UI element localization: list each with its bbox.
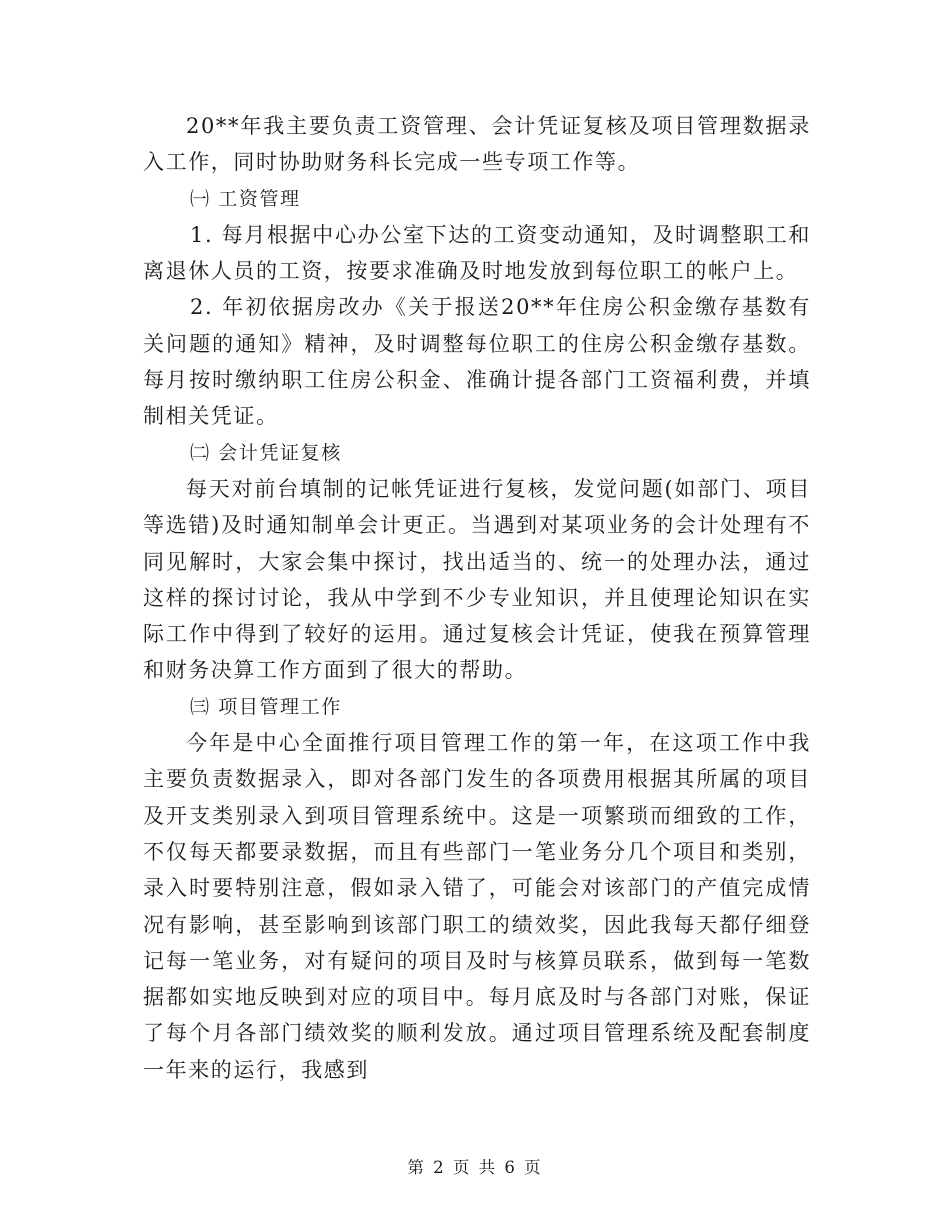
list-item-salary-2: 2. 年初依据房改办《关于报送20**年住房公积金缴存基数有关问题的通知》精神，及时调整每位职工的住房公积金缴存基数。每月按时缴纳职工住房公积金、准确计提各部门工资福利费，并填制相关凭证。 <box>143 295 811 429</box>
list-item-salary-1: 1. 每月根据中心办公室下达的工资变动通知，及时调整职工和离退休人员的工资，按要求准确及时地发放到每位职工的帐户上。 <box>143 222 811 284</box>
paragraph-voucher-review: 每天对前台填制的记帐凭证进行复核，发觉问题(如部门、项目等选错)及时通知制单会计更正。当遇到对某项业务的会计处理有不同见解时，大家会集中探讨，找出适当的、统一的处理办法，通过这样的探讨讨论，我从中学到不少专业知识，并且使理论知识在实际工作中得到了较好的运用。通过复核会计凭证，使我在预算管理和财务决算工作方面到了很大的帮助。 <box>143 476 811 683</box>
document-body <box>143 108 811 1088</box>
page-footer: 第 2 页 共 6 页 <box>407 1158 543 1177</box>
paragraph-intro: 20**年我主要负责工资管理、会计凭证复核及项目管理数据录入工作，同时协助财务科长完成一些专项工作等。 <box>143 114 811 175</box>
section-heading-salary: ㈠ 工资管理 <box>190 187 301 210</box>
section-heading-voucher-review: ㈡ 会计凭证复核 <box>190 441 342 464</box>
paragraph-project-management: 今年是中心全面推行项目管理工作的第一年，在这项工作中我主要负责数据录入，即对各部门发生的各项费用根据其所属的项目及开支类别录入到项目管理系统中。这是一项繁琐而细致的工作，不仅每天都要录数据，而且有些部门一笔业务分几个项目和类别，录入时要特别注意，假如录入错了，可能会对该部门的产值完成情况有影响，甚至影响到该部门职工的绩效奖，因此我每天都仔细登记每一笔业务，对有疑问的项目及时与核算员联系，做到每一笔数据都如实地反映到对应的项目中。每月底及时与各部门对账，保证了每个月各部门绩效奖的顺利发放。通过项目管理系统及配套制度一年来的运行，我感到 <box>143 731 811 1082</box>
section-heading-project-management: ㈢ 项目管理工作 <box>190 695 342 718</box>
